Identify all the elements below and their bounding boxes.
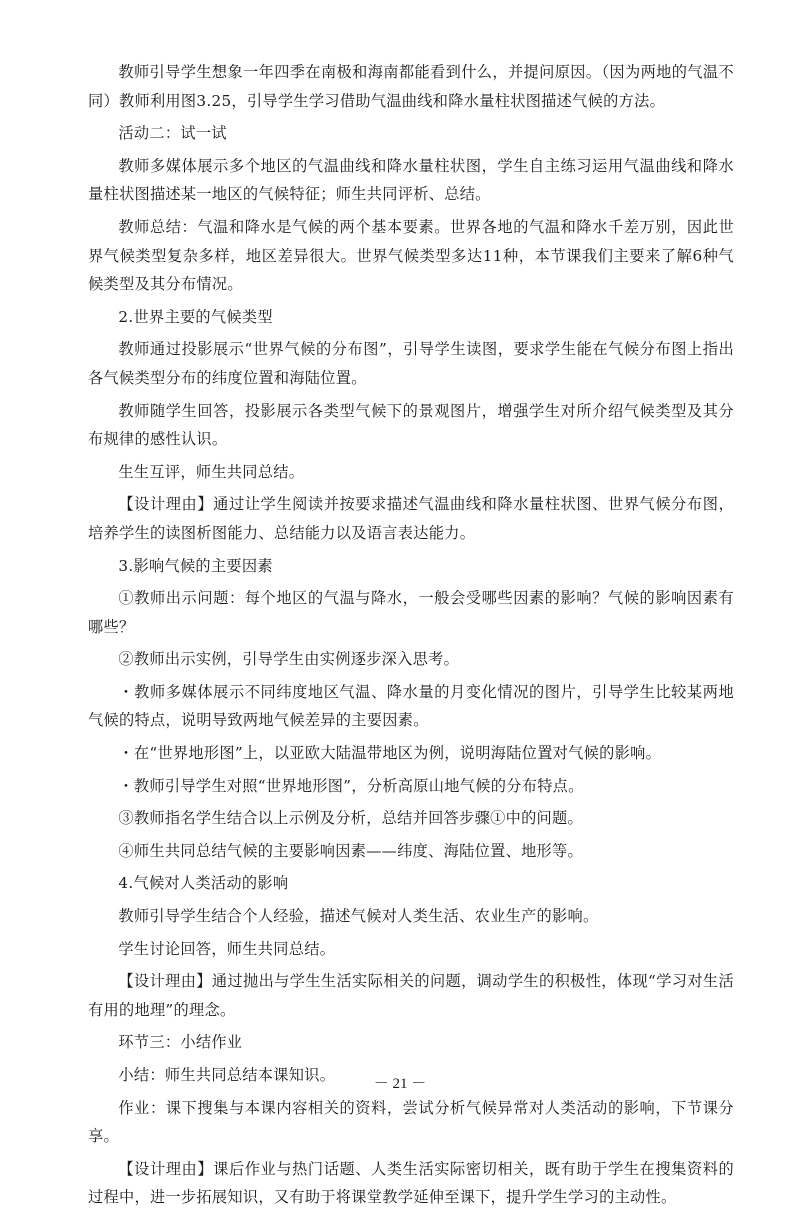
paragraph: 生生互评，师生共同总结。 xyxy=(118,462,305,481)
design-rationale-paragraph: 【设计理由】通过让学生阅读并按要求描述气温曲线和降水量柱状图、世界气候分布图，培养学生的读图析图能力、总结能力以及语言表达能力。 xyxy=(88,495,734,542)
bullet-paragraph: ・教师引导学生对照“世界地形图”，分析高原山地气候的分布特点。 xyxy=(118,776,584,795)
section-heading: 环节三：小结作业 xyxy=(118,1033,243,1052)
paragraph: 教师通过投影展示“世界气候的分布图”，引导学生读图，要求学生能在气候分布图上指出各气候类型分布的纬度位置和海陆位置。 xyxy=(88,340,734,387)
section-heading: 活动二：试一试 xyxy=(118,124,227,143)
paragraph: 作业：课下搜集与本课内容相关的资料，尝试分析气候异常对人类活动的影响，下节课分享。 xyxy=(88,1098,734,1146)
paragraph: ①教师出示问题：每个地区的气温与降水，一般会受哪些因素的影响？气候的影响因素有哪些？ xyxy=(88,589,734,636)
paragraph: ②教师出示实例，引导学生由实例逐步深入思考。 xyxy=(118,650,460,669)
document-body xyxy=(88,58,734,1216)
paragraph: 教师引导学生结合个人经验，描述气候对人类生活、农业生产的影响。 xyxy=(118,907,599,926)
page-number: － 21 － xyxy=(373,1076,427,1092)
section-heading: 4.气候对人类活动的影响 xyxy=(118,874,289,893)
paragraph: 教师引导学生想象一年四季在南极和海南都能看到什么，并提问原因。（因为两地的气温不同）教师利用图3.25，引导学生学习借助气温曲线和降水量柱状图描述气候的方法。 xyxy=(88,63,734,110)
paragraph: 学生讨论回答，师生共同总结。 xyxy=(118,939,336,958)
section-heading: 3.影响气候的主要因素 xyxy=(118,556,273,575)
paragraph: ④师生共同总结气候的主要影响因素——纬度、海陆位置、地形等。 xyxy=(118,841,584,860)
paragraph: 小结：师生共同总结本课知识。 xyxy=(118,1066,336,1084)
paragraph: ③教师指名学生结合以上示例及分析，总结并回答步骤①中的问题。 xyxy=(118,809,584,828)
design-rationale-paragraph: 【设计理由】课后作业与热门话题、人类生活实际密切相关，既有助于学生在搜集资料的过程中，进一步拓展知识，又有助于将课堂教学延伸至课下，提升学生学习的主动性。 xyxy=(88,1159,734,1207)
paragraph: 教师随学生回答，投影展示各类型气候下的景观图片，增强学生对所介绍气候类型及其分布规律的感性认识。 xyxy=(88,401,734,449)
bullet-paragraph: ・在“世界地形图”上，以亚欧大陆温带地区为例，说明海陆位置对气候的影响。 xyxy=(118,744,662,763)
paragraph: 教师多媒体展示多个地区的气温曲线和降水量柱状图，学生自主练习运用气温曲线和降水量柱状图描述某一地区的气候特征；师生共同评析、总结。 xyxy=(88,156,734,204)
bullet-paragraph: ・教师多媒体展示不同纬度地区气温、降水量的月变化情况的图片，引导学生比较某两地气候的特点，说明导致两地气候差异的主要因素。 xyxy=(88,682,734,730)
design-rationale-paragraph: 【设计理由】通过抛出与学生生活实际相关的问题，调动学生的积极性，体现“学习对生活有用的地理”的理念。 xyxy=(88,972,734,1019)
paragraph: 教师总结：气温和降水是气候的两个基本要素。世界各地的气温和降水千差万别，因此世界气候类型复杂多样，地区差异很大。世界气候类型多达11种，本节课我们主要来了解6种气候类型及其分布情况。 xyxy=(88,217,734,294)
section-heading: 2.世界主要的气候类型 xyxy=(118,307,273,326)
